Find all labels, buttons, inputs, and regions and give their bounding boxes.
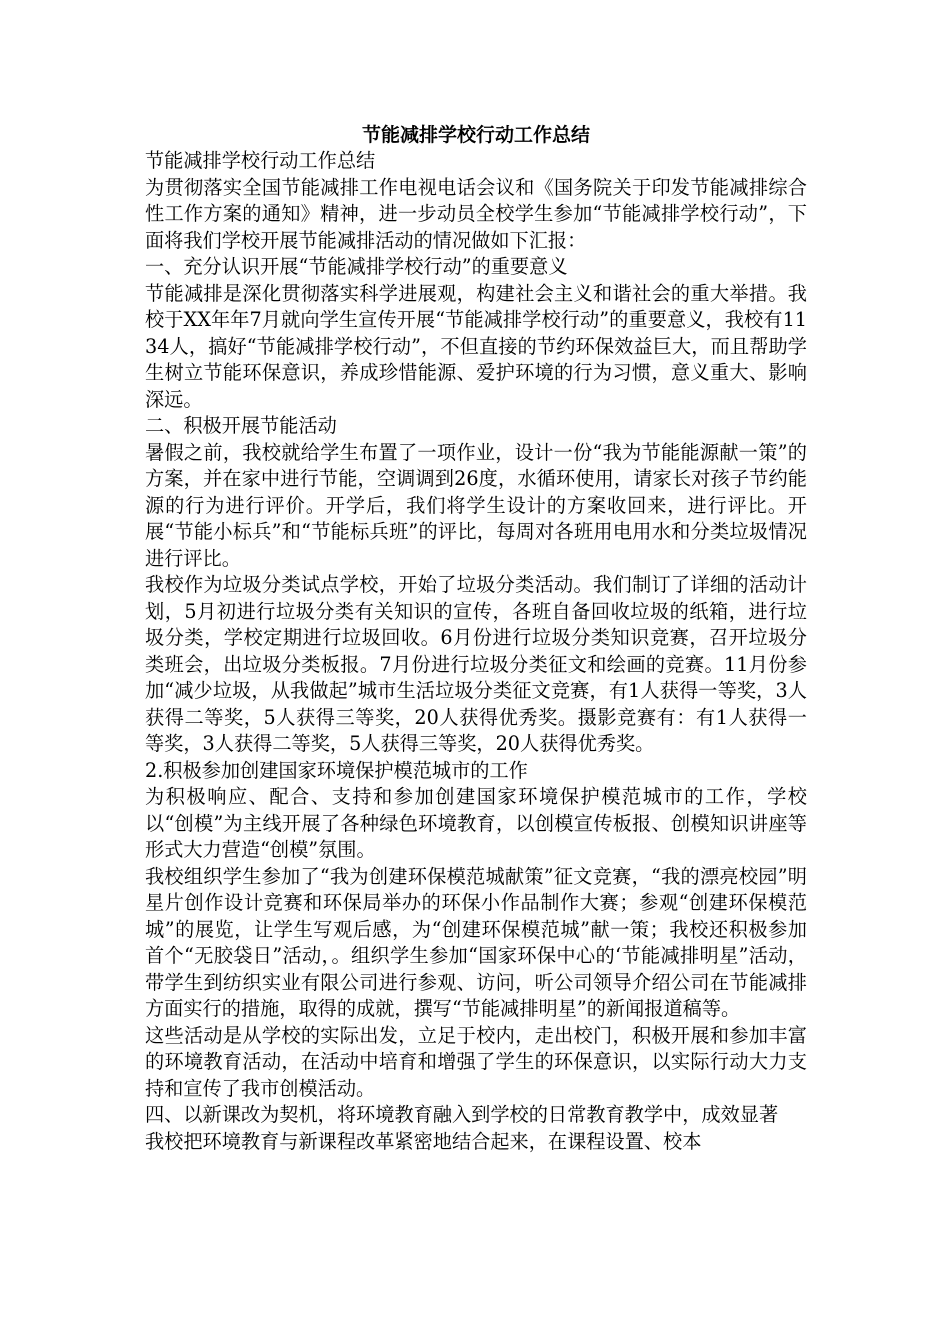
paragraph-subtitle: 节能减排学校行动工作总结: [145, 149, 376, 172]
paragraph: 我校作为垃圾分类试点学校，开始了垃圾分类活动。我们制订了详细的活动计划，5月初进行垃圾分类有关知识的宣传，各班自备回收垃圾的纸箱，进行垃圾分类，学校定期进行垃圾回收。6月份进行垃圾分类知识竞赛，召开垃圾分类班会，出垃圾分类板报。7月份进行垃圾分类征文和绘画的竞赛。11月份参加“减少垃圾，从我做起”城市生活垃圾分类征文竞赛，有1人获得一等奖，3人获得二等奖，5人获得三等奖，20人获得优秀奖。摄影竞赛有：有1人获得一等奖，3人获得二等奖，5人获得三等奖，20人获得优秀奖。: [145, 573, 807, 755]
paragraph: 为积极响应、配合、支持和参加创建国家环境保护模范城市的工作，学校以“创模”为主线开展了各种绿色环境教育，以创模宣传板报、创模知识讲座等形式大力营造“创模”氛围。: [145, 785, 807, 861]
paragraph: 我校组织学生参加了“我为创建环保模范城献策”征文竞赛，“我的漂亮校园”明星片创作设计竞赛和环保局举办的环保小作品制作大赛；参观“创建环保模范城”的展览，让学生写观后感，为“创建环保模范城”献一策；我校还积极参加首个“无胶袋日”活动，。组织学生参加“国家环保中心的‘节能减排明星”活动，带学生到纺织实业有限公司进行参观、访问，听公司领导介绍公司在节能减排方面实行的措施，取得的成就，撰写“节能减排明星”的新闻报道稿等。: [145, 864, 807, 1020]
section-heading-2: 二、积极开展节能活动: [145, 414, 337, 437]
document-body: [145, 122, 807, 1155]
paragraph: 这些活动是从学校的实际出发，立足于校内，走出校门，积极开展和参加丰富的环境教育活动，在活动中培育和增强了学生的环保意识，以实际行动大力支持和宣传了我市创模活动。: [145, 1023, 807, 1100]
paragraph: 暑假之前，我校就给学生布置了一项作业，设计一份“我为节能能源献一策”的方案，并在家中进行节能，空调调到26度，水循环使用，请家长对孩子节约能源的行为进行评价。开学后，我们将学生设计的方案收回来，进行评比。开展“节能小标兵”和“节能标兵班”的评比，每周对各班用电用水和分类垃圾情况进行评比。: [145, 440, 807, 570]
paragraph: 节能减排是深化贯彻落实科学进展观，构建社会主义和谐社会的重大举措。我校于XX年年7月就向学生宣传开展“节能减排学校行动”的重要意义，我校有1134人，搞好“节能减排学校行动”，不但直接的节约环保效益巨大，而且帮助学生树立节能环保意识，养成珍惜能源、爱护环境的行为习惯，意义重大、影响深远。: [145, 281, 807, 411]
subsection-heading: 2.积极参加创建国家环境保护模范城市的工作: [145, 758, 528, 782]
document-title: 节能减排学校行动工作总结: [361, 124, 590, 146]
section-heading-1: 一、充分认识开展“节能减排学校行动”的重要意义: [145, 255, 568, 278]
section-heading-4: 四、以新课改为契机，将环境教育融入到学校的日常教育教学中，成效显著: [145, 1103, 779, 1126]
paragraph-intro: 为贯彻落实全国节能减排工作电视电话会议和《国务院关于印发节能减排综合性工作方案的通知》精神，进一步动员全校学生参加“节能减排学校行动”，下面将我们学校开展节能减排活动的情况做如下汇报：: [145, 175, 807, 252]
paragraph: 我校把环境教育与新课程改革紧密地结合起来，在课程设置、校本: [145, 1129, 702, 1153]
